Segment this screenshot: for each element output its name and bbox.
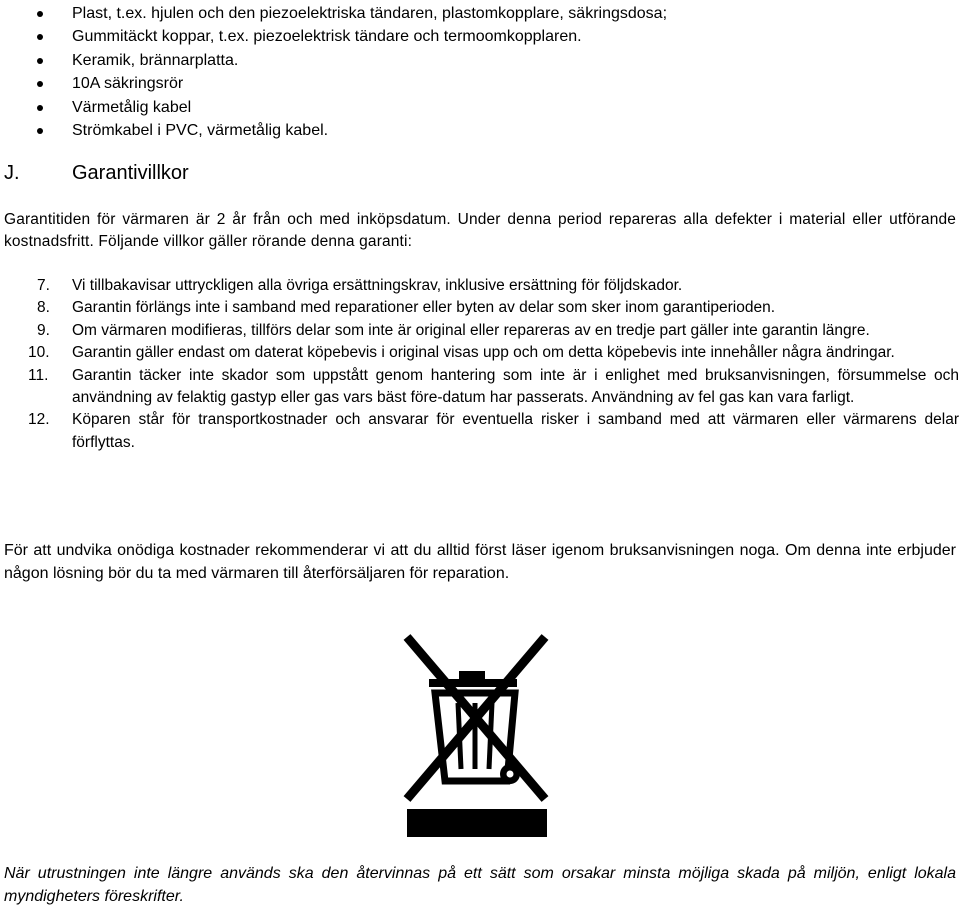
condition-item (4, 365, 959, 410)
bullet-dot-icon (37, 128, 43, 134)
materials-bullet-list (0, 2, 960, 142)
condition-text: Om värmaren modifieras, tillförs delar som inte är original eller repareras av en tredje part gäller inte garantin längre. (72, 321, 870, 339)
bullet-text: Värmetålig kabel (72, 98, 192, 116)
bullet-item (0, 49, 960, 72)
condition-text: Garantin förlängs inte i samband med reparationer eller byten av delar som sker inom garantiperioden. (72, 299, 776, 317)
bullet-dot-icon (37, 11, 43, 17)
bullet-item (0, 72, 960, 95)
condition-number: 8. (37, 299, 50, 317)
condition-item (4, 297, 959, 319)
bullet-text: Gummitäckt koppar, t.ex. piezoelektrisk tändare och termoomkopplaren. (72, 28, 582, 46)
condition-text: Garantin gäller endast om daterat köpebevis i original visas upp och om detta köpebevis inte innehåller några ändringar. (72, 344, 895, 362)
bullet-dot-icon (37, 58, 43, 64)
bullet-item (0, 119, 960, 142)
condition-text: Köparen står för transportkostnader och ansvarar för eventuella risker i samband med att värmaren eller värmarens delar förflyttas. (72, 411, 959, 451)
condition-item (4, 409, 959, 454)
bullet-dot-icon (37, 105, 43, 111)
bullet-dot-icon (37, 81, 43, 87)
condition-text: Garantin täcker inte skador som uppstått genom hantering som inte är i enlighet med bruksanvisningen, försummelse och användning av felaktig gastyp eller gas vars bäst före-datum har passerats. Användning av fel gas kan vara farligt. (72, 366, 959, 407)
condition-number: 10. (28, 344, 50, 362)
condition-number: 7. (37, 277, 50, 294)
bullet-item (0, 25, 960, 48)
section-title: Garantivillkor (72, 162, 189, 184)
condition-number: 11. (28, 366, 49, 384)
recycling-note: När utrustningen inte längre används ska den återvinnas på ett sätt som orsakar minsta möjliga skada på miljön, enligt lokala myndigheters föreskrifter. (4, 865, 956, 905)
bullet-text: Strömkabel i PVC, värmetålig kabel. (72, 121, 329, 139)
condition-number: 12. (28, 411, 50, 429)
bullet-text: Keramik, brännarplatta. (72, 51, 239, 69)
bullet-text: 10A säkringsrör (72, 75, 184, 93)
crossed-out-wheelie-bin-icon (403, 631, 549, 839)
warranty-intro-paragraph: Garantitiden för värmaren är 2 år från och med inköpsdatum. Under denna period repareras alla defekter i material eller utförande kostnadsfritt. Följande villkor gäller rörande denna garanti: (4, 211, 956, 251)
weee-bar (407, 809, 547, 837)
advice-paragraph: För att undvika onödiga kostnader rekommenderar vi att du alltid först läser igenom bruksanvisningen noga. Om denna inte erbjuder någon lösning bör du ta med värmaren till återförsäljaren för reparation. (4, 542, 956, 582)
bullet-text: Plast, t.ex. hjulen och den piezoelektriska tändaren, plastomkopplare, säkringsdosa; (72, 5, 668, 22)
condition-item (4, 342, 959, 364)
bin-handle (459, 671, 485, 679)
condition-item (4, 275, 959, 297)
section-number: J. (4, 162, 20, 184)
warranty-conditions-list (4, 275, 959, 454)
bin-wheel-hub (507, 771, 514, 778)
bullet-dot-icon (37, 34, 43, 40)
condition-item (4, 320, 959, 342)
condition-text: Vi tillbakavisar uttryckligen alla övriga ersättningskrav, inklusive ersättning för följdskador. (72, 277, 683, 294)
bullet-item (0, 96, 960, 119)
condition-number: 9. (37, 321, 50, 339)
bullet-item (0, 2, 960, 25)
